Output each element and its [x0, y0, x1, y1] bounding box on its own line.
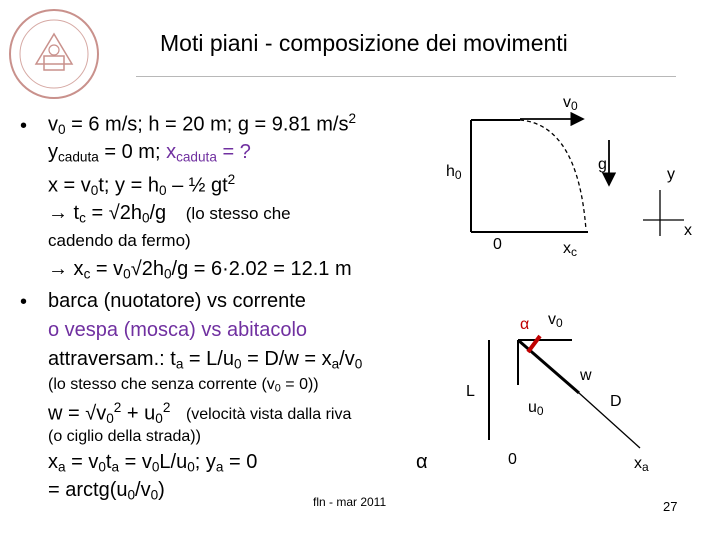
fall-time-line: → $t_c = √2h_0/g$ (lo stesso che [48, 202, 291, 226]
alpha-symbol: α [416, 451, 428, 473]
label-origin: 0 [493, 236, 502, 253]
label-v0: $v_0$ [563, 94, 578, 113]
bullet-2: • [20, 291, 28, 313]
label-xc: $x_c$ [563, 240, 577, 259]
fall-distance-line: → $x_c = v_0√2h_0/g = 6\cdot 2.02 = 12.1$ m [48, 258, 352, 282]
wasp-cabin-line: o vespa (mosca) vs abitacolo [48, 319, 308, 341]
resultant-speed-line: $w = √v_0^2 + u_0^2$ (velocità vista dalla riva [48, 400, 352, 426]
crossing-time-line: attraversam.: $t_a = L/u_0 = D/w = x_a/v_0$ [48, 348, 363, 372]
roadside-note: (o ciglio della strada)) [48, 428, 201, 445]
label-x: x [684, 222, 692, 239]
fall-time-note: cadendo da fermo) [48, 231, 191, 250]
label-alpha: α [520, 316, 530, 333]
page-number: 27 [663, 499, 678, 514]
label-w: w [580, 367, 592, 384]
alpha-angle-mark [528, 336, 540, 352]
label-u0: $u_0$ [528, 399, 544, 418]
angle-formula-line: = $arctg(u_0/v_0)$ [48, 479, 165, 503]
landing-point-line: $x_a = v_0t_a = v_0L/u_0$; $y_a = 0$ [48, 451, 258, 475]
motion-equations-line: $x = v_0t$; $y = h_0$ – ½ $gt^2$ [48, 172, 236, 198]
footer-credit: fln - mar 2011 [313, 495, 387, 509]
label-xa: $x_a$ [634, 455, 649, 474]
fall-condition-line: $y_{caduta} = 0$ m; $x_{caduta}$ = ? [48, 141, 251, 165]
page-title: Moti piani - composizione dei movimenti [160, 30, 568, 56]
fall-trajectory [520, 120, 586, 230]
no-current-note: (lo stesso che senza corrente $(v_0 = 0)$) [48, 376, 319, 395]
label-D: D [610, 393, 622, 410]
bullet-1: • [20, 115, 28, 137]
label-L: L [466, 383, 475, 400]
label-v0-current: $v_0$ [548, 311, 563, 330]
label-g: g [598, 156, 607, 173]
label-origin-2: 0 [508, 451, 517, 468]
label-y: y [667, 166, 675, 183]
given-values-line: $v_0 = 6$ m/s; h = 20 m; g = 9.81 $m/s^2$ [48, 111, 357, 137]
label-h0: $h_0$ [446, 163, 462, 182]
w-vector [518, 340, 579, 393]
boat-current-line: barca (nuotatore) vs corrente [48, 290, 306, 312]
